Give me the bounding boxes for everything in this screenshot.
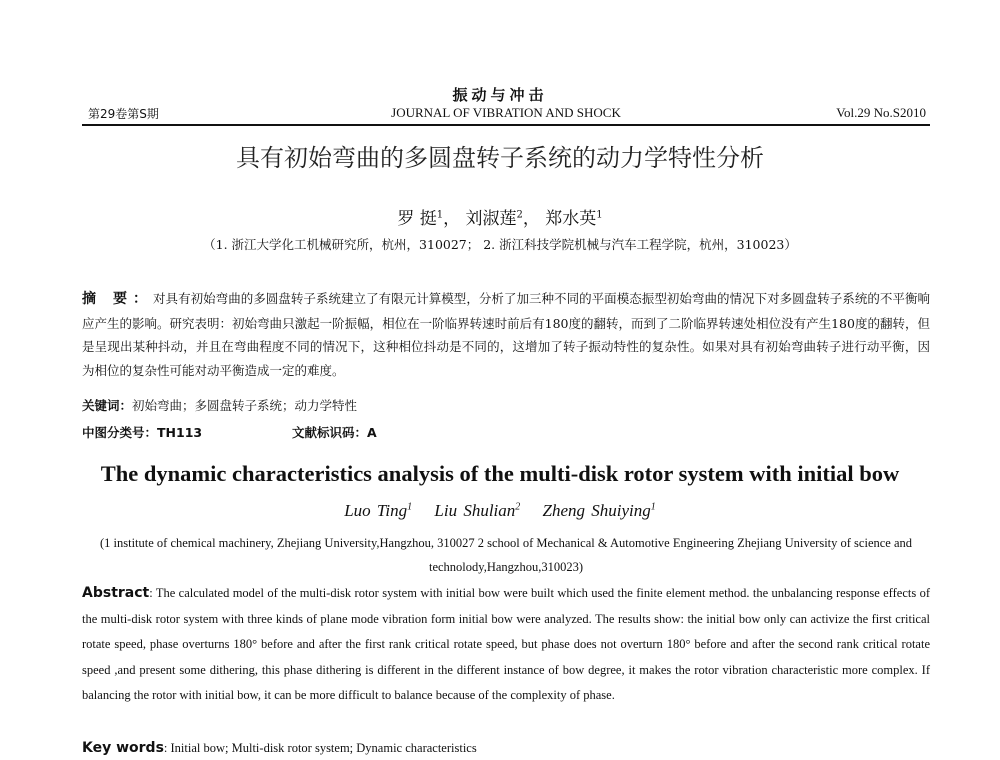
keywords-text-cn: 初始弯曲；多圆盘转子系统；动力学特性: [132, 398, 358, 413]
abstract-label-cn: 摘 要：: [82, 291, 154, 307]
author-name-en: Zheng Shuiying: [542, 501, 651, 520]
classification-value: TH113: [157, 425, 203, 440]
paper-title-en: The dynamic characteristics analysis of the multi-disk rotor system with initial bow: [100, 461, 900, 486]
author-name: 刘淑莲: [465, 209, 517, 229]
author-affil-mark: 1: [436, 209, 444, 221]
abstract-en: [82, 581, 930, 709]
affiliation-cn: （1. 浙江大学化工机械研究所，杭州，310027； 2. 浙江科技学院机械与汽车工程学院，杭州，310023）: [203, 237, 797, 252]
volume-issue-cn: 第29卷第S期: [88, 107, 159, 121]
authors-en: [0, 501, 1000, 521]
author-name-en: Liu Shulian: [434, 501, 516, 520]
classification-number: [82, 423, 202, 441]
affiliation-en: (1 institute of chemical machinery, Zhejiang University,Hangzhou, 310027 2 school of Mechanical & Automotive Engineering Zhejiang University of science and technolody,Hangzhou,310023): [99, 536, 913, 574]
authors-cn: [0, 204, 1000, 229]
journal-name-en: JOURNAL OF VIBRATION AND SHOCK: [391, 105, 621, 120]
abstract-label-en: Abstract: [82, 585, 150, 601]
keywords-text-en: : Initial bow; Multi-disk rotor system; Dynamic characteristics: [163, 741, 477, 755]
document-code: [292, 423, 377, 441]
author-name: 郑水英: [545, 209, 597, 229]
document-code-value: A: [367, 425, 377, 440]
keywords-label-cn: 关键词：: [82, 398, 133, 413]
volume-issue-en: Vol.29 No.S2010: [836, 105, 926, 120]
document-code-label: 文献标识码：: [292, 425, 368, 440]
abstract-text-en: : The calculated model of the multi-disk rotor system with initial bow were built which used the finite element method. the unbalancing response effects of the multi-disk rotor system with three kinds of plane mode vibration form initial bow were analyzed. The results show: the initial bow only can activize the first critical rotate speed, phase overturns 180° before and after the first rank critical rotate speed, but phase does not overturn 180° before and after the second rank critical rotate speed ,and present some dithering, this phase dithering is different in the different instance of bow degree, it makes the rotor vibration characteristic more complex. If balancing the rotor with initial bow, it can be more difficult to balance because of the complexity of phase.: [82, 586, 930, 703]
author-name-en: Luo Ting: [344, 501, 408, 520]
journal-name-cn: 振动与冲击: [452, 86, 548, 104]
author-affil-mark-en: 1: [650, 501, 656, 513]
abstract-text-cn: 对具有初始弯曲的多圆盘转子系统建立了有限元计算模型，分析了加三种不同的平面模态振型初始弯曲的情况下对多圆盘转子系统的不平衡响应产生的影响。研究表明：初始弯曲只激起一阶振幅，相位在一阶临界转速时前后有180度的翻转，而到了二阶临界转速处相位没有产生180度的翻转，但是呈现出某种抖动，并且在弯曲程度不同的情况下，这种相位抖动是不同的，这增加了转子振动特性的复杂性。如果对具有初始弯曲转子进行动平衡，因为相位的复杂性可能对动平衡造成一定的难度。: [82, 291, 930, 378]
author-affil-mark: 2: [516, 209, 523, 221]
author-separator: ，: [522, 209, 540, 229]
header-rule: [82, 124, 930, 126]
paper-title-cn: 具有初始弯曲的多圆盘转子系统的动力学特性分析: [236, 144, 764, 172]
keywords-cn: [82, 396, 930, 414]
author-name: 罗 挺: [397, 209, 437, 229]
keywords-en: [82, 740, 930, 756]
keywords-label-en: Key words: [82, 740, 164, 756]
author-affil-mark-en: 1: [407, 501, 413, 513]
abstract-cn: [82, 287, 930, 382]
author-separator: ，: [443, 209, 461, 229]
author-affil-mark-en: 2: [515, 501, 521, 513]
author-affil-mark: 1: [596, 209, 603, 221]
running-header: [82, 103, 930, 123]
classification-label: 中图分类号：: [82, 425, 158, 440]
